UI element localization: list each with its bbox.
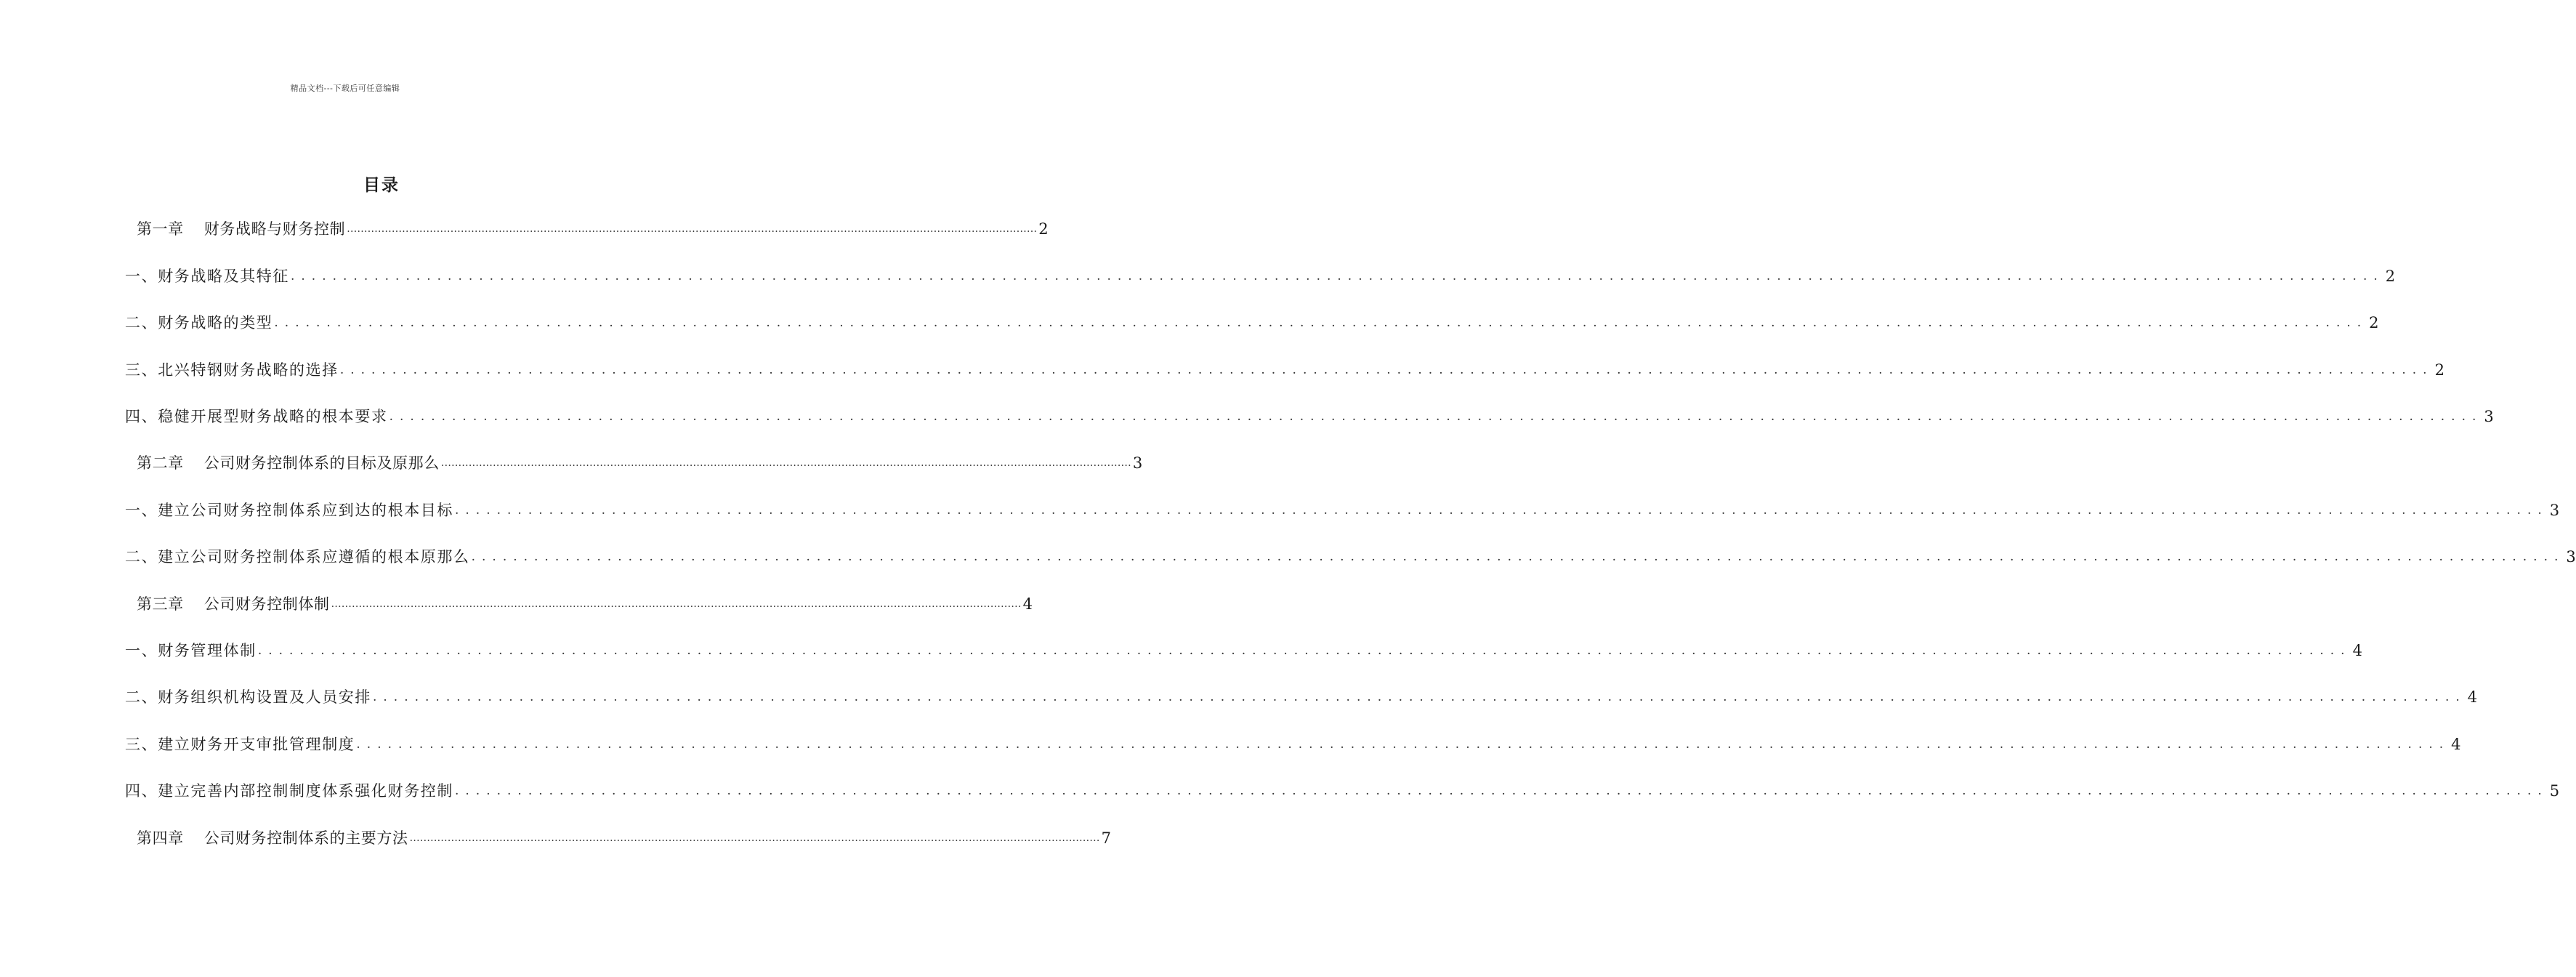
page-number: 4 [1022,595,1033,613]
page-number: 7 [1101,829,1112,847]
entry-text: 三、北兴特钢财务战略的选择 [125,361,339,379]
toc-entry-section[interactable] [125,264,2396,289]
dot-leader: ........................................................................................................................................................................................................ [291,269,2384,284]
chapter-number: 第四章 [137,829,184,847]
toc-entry-chapter[interactable] [137,217,1049,241]
page-number: 4 [2352,642,2362,659]
page-number: 3 [2549,502,2560,519]
page-number: 5 [2549,782,2560,800]
toc-entry-chapter[interactable] [137,451,1143,475]
dot-leader: ........................................................................................................................................................................................................ [274,315,2368,330]
toc-entry-section[interactable] [125,544,2576,569]
dot-leader: ........................................................................................................................................................................................................ [347,223,1038,235]
dot-leader: ........................................................................................................................................................................................................ [440,457,1131,469]
entry-text: 财务战略与财务控制 [203,220,346,238]
dot-leader: ........................................................................................................................................................................................................ [339,363,2434,377]
toc-entry-section[interactable] [125,404,2494,429]
chapter-number: 第一章 [137,220,184,238]
toc-entry-chapter[interactable] [137,592,1033,616]
chapter-number: 第二章 [137,454,184,472]
dot-leader: ........................................................................................................................................................................................................ [455,503,2548,518]
entry-text: 公司财务控制体制 [203,595,330,613]
toc-entry-section[interactable] [125,732,2461,757]
dot-leader: ........................................................................................................................................................................................................ [455,784,2548,798]
dot-leader: ........................................................................................................................................................................................................ [409,832,1100,844]
entry-text: 一、财务战略及其特征 [125,268,289,285]
dot-leader: ........................................................................................................................................................................................................ [471,550,2565,564]
page-number: 3 [2484,408,2494,425]
page-number: 4 [2467,688,2478,706]
entry-text: 公司财务控制体系的主要方法 [203,829,408,847]
entry-text: 四、稳健开展型财务战略的根本要求 [125,408,388,425]
dot-leader: ........................................................................................................................................................................................................ [257,643,2351,658]
toc-entry-section[interactable] [125,779,2560,803]
page-header: 精品文档---下载后可任意编辑 [290,84,400,93]
page-number: 3 [1132,454,1143,472]
entry-text: 公司财务控制体系的目标及原那么 [203,454,440,472]
chapter-number: 第三章 [137,595,184,613]
dot-leader: ........................................................................................................................................................................................................ [389,409,2483,424]
entry-text: 二、建立公司财务控制体系应遵循的根本原那么 [125,548,470,566]
entry-text: 二、财务组织机构设置及人员安排 [125,688,371,706]
entry-text: 一、财务管理体制 [125,642,257,659]
toc-entry-chapter[interactable] [137,826,1112,851]
page-number: 2 [1038,220,1049,238]
dot-leader: ........................................................................................................................................................................................................ [356,737,2450,752]
toc-entry-section[interactable] [125,638,2362,663]
dot-leader: ........................................................................................................................................................................................................ [373,690,2466,704]
entry-text: 二、财务战略的类型 [125,314,273,331]
page-number: 3 [2566,548,2576,566]
toc-entry-section[interactable] [125,498,2560,523]
entry-text: 四、建立完善内部控制制度体系强化财务控制 [125,782,453,800]
toc-entry-section[interactable] [125,358,2444,382]
page-number: 2 [2369,314,2379,331]
toc-entry-section[interactable] [125,310,2379,335]
dot-leader: ........................................................................................................................................................................................................ [331,598,1022,610]
page-number: 2 [2385,268,2396,285]
toc-entry-section[interactable] [125,685,2478,709]
entry-text: 一、建立公司财务控制体系应到达的根本目标 [125,502,453,519]
entry-text: 三、建立财务开支审批管理制度 [125,736,355,753]
toc-title: 目录 [363,175,400,195]
page-number: 2 [2434,361,2444,379]
page-number: 4 [2451,736,2461,753]
